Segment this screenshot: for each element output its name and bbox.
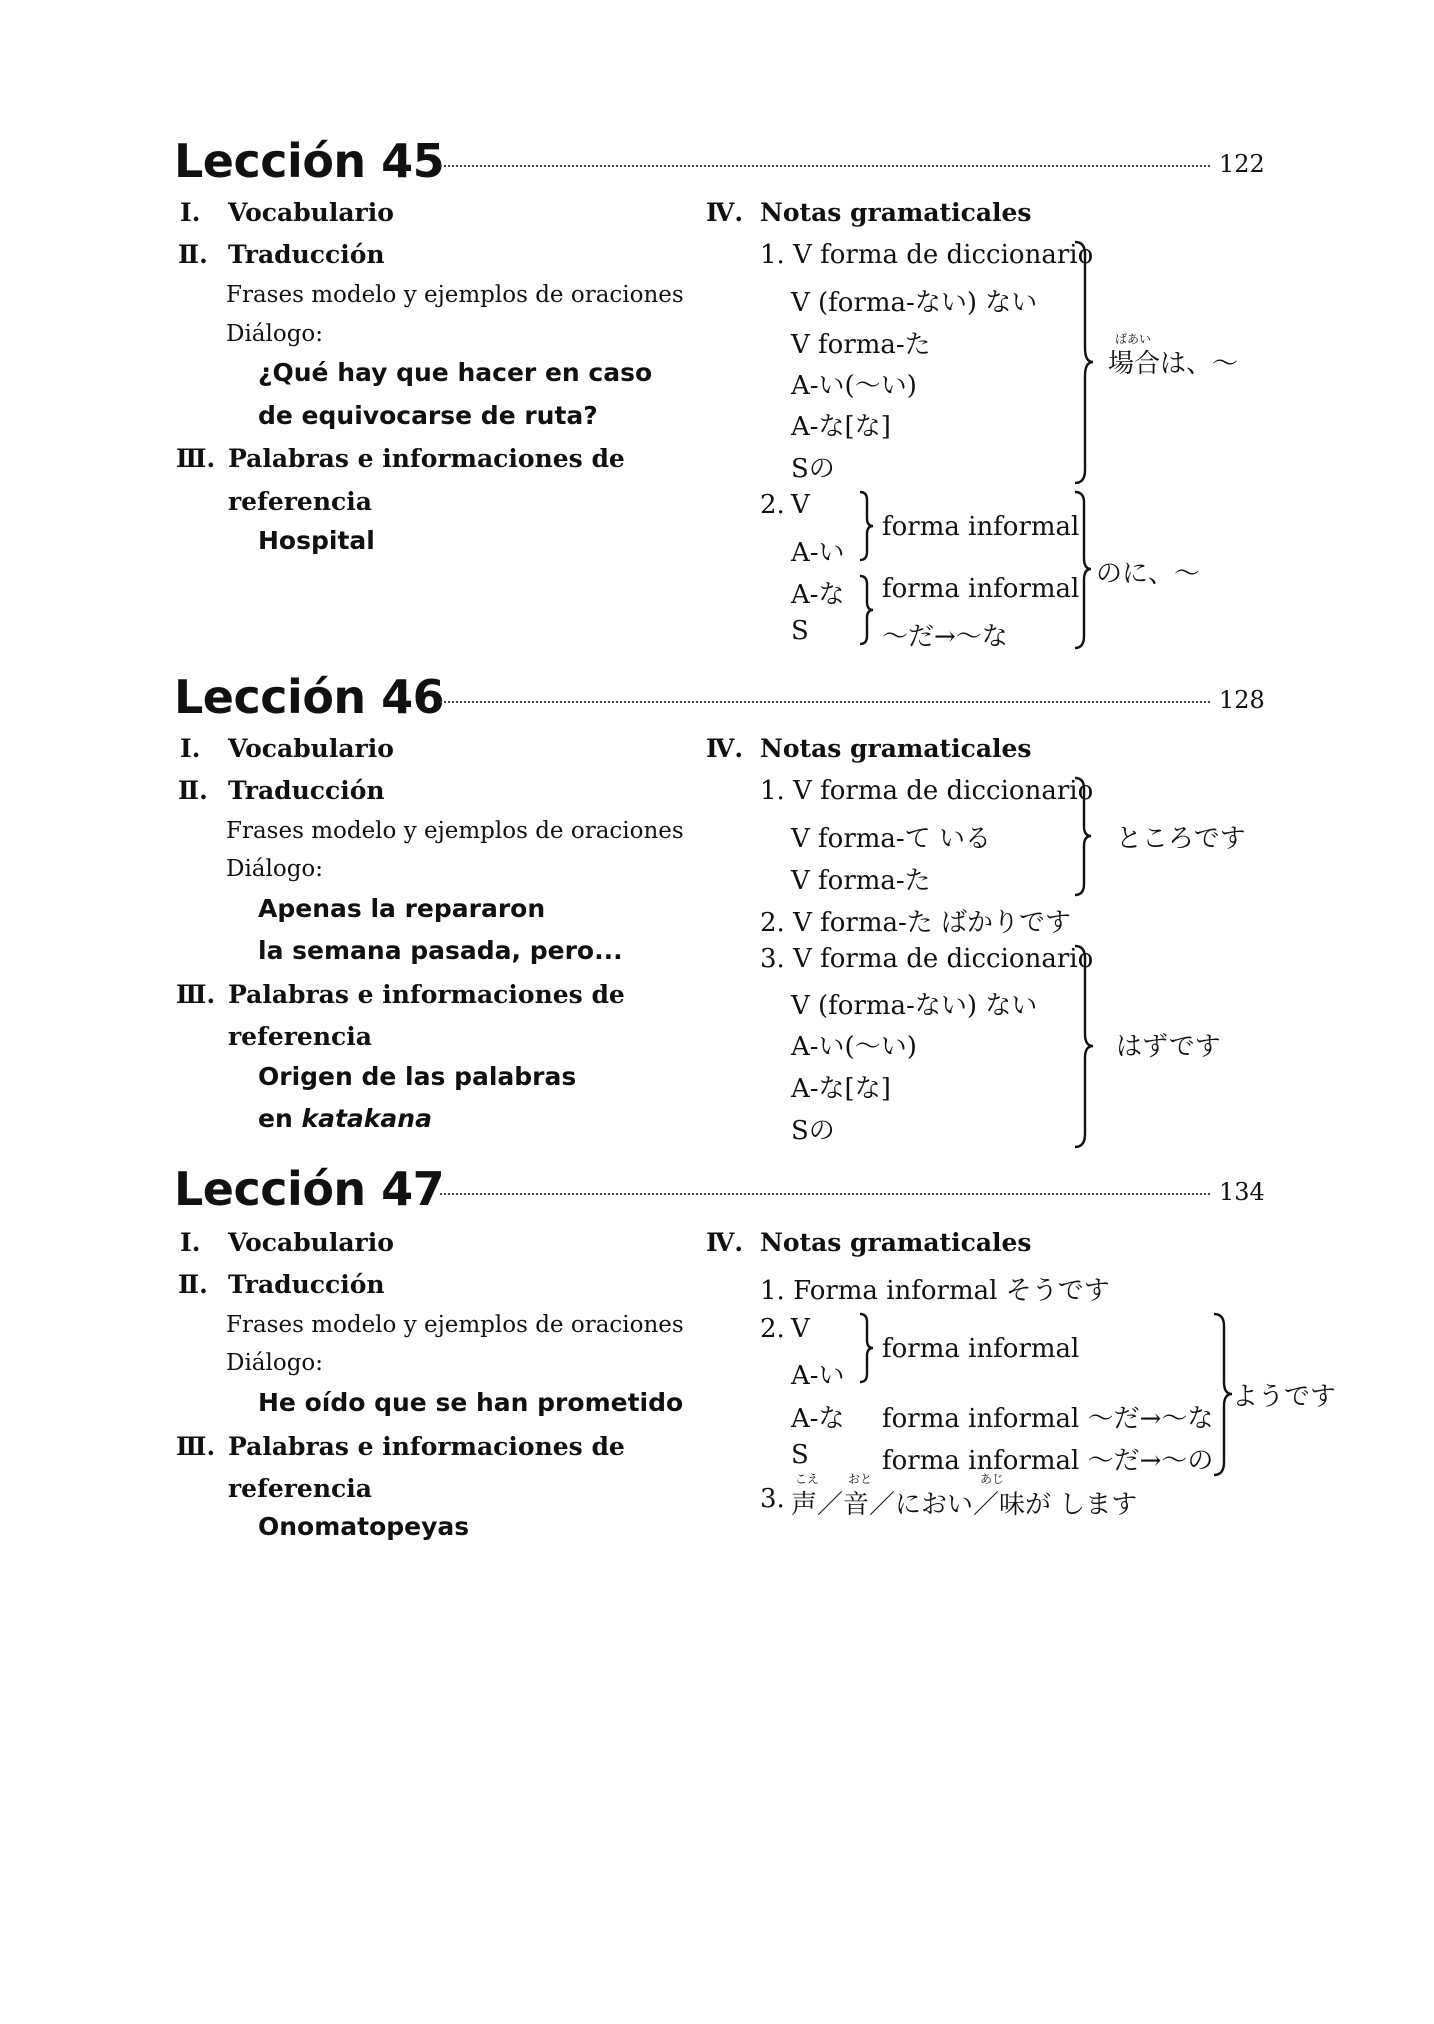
section-traduccion: Traducción xyxy=(228,776,385,805)
grammar-item: V forma-た xyxy=(791,330,931,360)
page-number: 134 xyxy=(1219,1178,1265,1206)
roman-i: Ⅰ. xyxy=(180,1228,201,1257)
grammar-item: Sの xyxy=(791,454,835,484)
frases-modelo: Frases modelo y ejemplos de oraciones xyxy=(226,1312,684,1338)
ruby: こえ xyxy=(795,1472,820,1486)
grammar-item: A-い xyxy=(791,1361,845,1391)
frases-modelo: Frases modelo y ejemplos de oraciones xyxy=(226,282,684,308)
grammar-item: forma informal ～だ→～の xyxy=(882,1446,1214,1476)
roman-ii: Ⅱ. xyxy=(178,240,208,269)
grammar-result: はずです xyxy=(1116,1032,1221,1062)
right-brace xyxy=(858,1312,874,1384)
section-vocabulario: Vocabulario xyxy=(228,1228,394,1257)
section-palabras: Palabras e informaciones de xyxy=(228,444,625,473)
right-brace xyxy=(1073,240,1093,485)
dialogo-label: Diálogo: xyxy=(226,321,324,347)
roman-i: Ⅰ. xyxy=(180,198,201,227)
grammar-item: V (forma-ない) ない xyxy=(791,991,1038,1021)
right-brace xyxy=(1073,944,1093,1149)
dialogo-title-line: la semana pasada, pero... xyxy=(258,936,623,965)
palabras-topic-italic: katakana xyxy=(301,1104,432,1133)
grammar-item: 1. V forma de diccionario xyxy=(760,240,1094,270)
roman-iii: Ⅲ. xyxy=(176,444,216,473)
grammar-item: A-い(～い) xyxy=(791,1032,917,1062)
grammar-item: A-な xyxy=(791,580,845,610)
grammar-item: 1. Forma informal そうです xyxy=(760,1276,1110,1306)
leader-dots xyxy=(440,701,1210,703)
grammar-item: 3. V forma de diccionario xyxy=(760,944,1094,974)
section-palabras: Palabras e informaciones de xyxy=(228,980,625,1009)
grammar-item: forma informal xyxy=(882,1334,1080,1364)
roman-ii: Ⅱ. xyxy=(178,776,208,805)
grammar-number: 3. xyxy=(760,1484,785,1514)
grammar-item: V xyxy=(791,1314,810,1344)
palabras-topic-text: en xyxy=(258,1104,293,1133)
grammar-item: V forma-た xyxy=(791,866,931,896)
page-number: 128 xyxy=(1219,686,1265,714)
right-brace xyxy=(1073,776,1091,898)
right-brace xyxy=(858,490,874,562)
roman-iv: Ⅳ. xyxy=(706,198,744,227)
palabras-topic: Hospital xyxy=(258,526,375,555)
right-brace xyxy=(1073,490,1091,650)
grammar-item: ～だ→～な xyxy=(882,622,1008,652)
dialogo-label: Diálogo: xyxy=(226,1350,324,1376)
leader-dots xyxy=(440,165,1210,167)
page-number: 122 xyxy=(1219,150,1265,178)
section-palabras-cont: referencia xyxy=(228,1474,372,1503)
grammar-item: A-な[な] xyxy=(791,412,891,442)
grammar-item: 声／音／におい／味が します xyxy=(791,1490,1138,1520)
grammar-item: A-な xyxy=(791,1404,845,1434)
section-notas: Notas gramaticales xyxy=(760,734,1032,763)
grammar-item: A-な[な] xyxy=(791,1074,891,1104)
grammar-result: のに、～ xyxy=(1096,559,1201,589)
grammar-item: 1. V forma de diccionario xyxy=(760,776,1094,806)
dialogo-label: Diálogo: xyxy=(226,856,324,882)
dialogo-title-line: de equivocarse de ruta? xyxy=(258,401,598,430)
roman-iv: Ⅳ. xyxy=(706,734,744,763)
palabras-topic xyxy=(258,1104,432,1133)
grammar-item: Sの xyxy=(791,1116,835,1146)
frases-modelo: Frases modelo y ejemplos de oraciones xyxy=(226,818,684,844)
section-traduccion: Traducción xyxy=(228,240,385,269)
roman-i: Ⅰ. xyxy=(180,734,201,763)
roman-iii: Ⅲ. xyxy=(176,1432,216,1461)
right-brace xyxy=(1212,1312,1232,1477)
leader-dots xyxy=(440,1193,1210,1195)
section-palabras: Palabras e informaciones de xyxy=(228,1432,625,1461)
grammar-item: V (forma-ない) ない xyxy=(791,288,1038,318)
section-palabras-cont: referencia xyxy=(228,487,372,516)
dialogo-title-line: He oído que se han prometido xyxy=(258,1388,684,1417)
grammar-result: ようです xyxy=(1232,1382,1337,1412)
section-traduccion: Traducción xyxy=(228,1270,385,1299)
section-notas: Notas gramaticales xyxy=(760,1228,1032,1257)
grammar-item: V xyxy=(791,490,810,520)
section-notas: Notas gramaticales xyxy=(760,198,1032,227)
ruby: ばあい xyxy=(1115,332,1152,346)
grammar-item: S xyxy=(791,616,809,646)
dialogo-title-line: Apenas la repararon xyxy=(258,894,546,923)
dialogo-title-line: ¿Qué hay que hacer en caso xyxy=(258,358,653,387)
roman-iii: Ⅲ. xyxy=(176,980,216,1009)
ruby: おと xyxy=(848,1472,873,1486)
grammar-item: forma informal xyxy=(882,574,1080,604)
grammar-item: V forma-て いる xyxy=(791,824,991,854)
grammar-item: A-い xyxy=(791,538,845,568)
ruby: あじ xyxy=(980,1472,1005,1486)
section-palabras-cont: referencia xyxy=(228,1022,372,1051)
grammar-item: 2. V forma-た ばかりです xyxy=(760,908,1072,938)
lesson-47-title: Lección 47 xyxy=(174,1162,445,1216)
lesson-46-title: Lección 46 xyxy=(174,670,445,724)
roman-ii: Ⅱ. xyxy=(178,1270,208,1299)
grammar-number: 2. xyxy=(760,490,785,520)
grammar-result: ところです xyxy=(1116,824,1246,854)
lesson-45-title: Lección 45 xyxy=(174,134,445,188)
grammar-item: forma informal ～だ→～な xyxy=(882,1404,1214,1434)
section-vocabulario: Vocabulario xyxy=(228,198,394,227)
right-brace xyxy=(858,574,874,646)
grammar-number: 2. xyxy=(760,1314,785,1344)
grammar-item: S xyxy=(791,1440,809,1470)
grammar-result: 場合は、～ xyxy=(1108,349,1239,379)
grammar-item: forma informal xyxy=(882,512,1080,542)
grammar-item: A-い(～い) xyxy=(791,371,917,401)
section-vocabulario: Vocabulario xyxy=(228,734,394,763)
palabras-topic: Origen de las palabras xyxy=(258,1062,577,1091)
roman-iv: Ⅳ. xyxy=(706,1228,744,1257)
palabras-topic: Onomatopeyas xyxy=(258,1512,470,1541)
